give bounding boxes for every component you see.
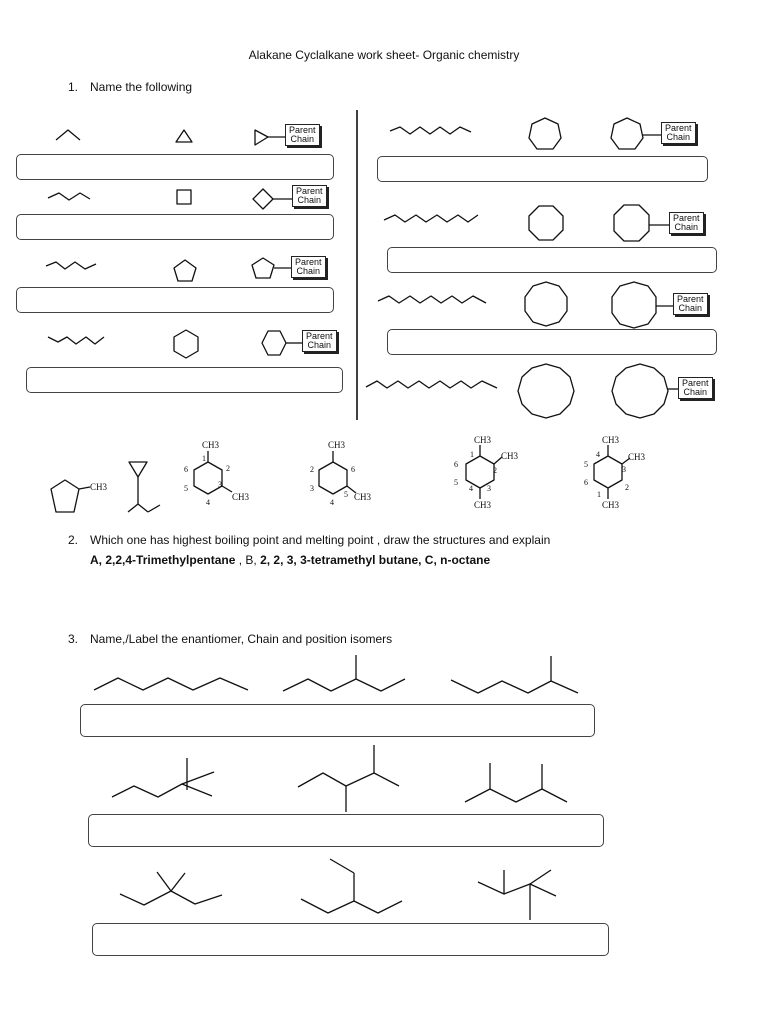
methyl-label: CH3 — [474, 435, 492, 445]
methyl-label: CH3 — [602, 500, 620, 510]
methyl-label: CH3 — [474, 500, 492, 510]
ring-number: 1 — [202, 454, 206, 463]
cyclopentane-ring — [174, 260, 196, 281]
isomer-1-3 — [451, 680, 578, 693]
cyclooctyl-ring — [614, 205, 649, 241]
q2-option-sep: , B, — [235, 553, 261, 567]
q2-text: Which one has highest boiling point and melting point , draw the structures and explain — [90, 533, 551, 547]
octane-skeletal — [384, 215, 478, 222]
methyl-bond — [79, 487, 90, 489]
cyclohexyl-ring — [262, 331, 286, 355]
butane-skeletal — [48, 193, 90, 200]
nonane-skeletal — [378, 296, 486, 303]
isomer-1-1 — [94, 678, 248, 690]
q1-text: Name the following — [90, 80, 193, 94]
ring-number: 3 — [622, 465, 626, 474]
parent-chain-label: Parent Chain — [673, 293, 708, 315]
ring-number: 1 — [597, 490, 601, 499]
isomer-2-1 — [112, 784, 212, 797]
dimethylcyclohexane-ring-2 — [319, 462, 347, 494]
parent-chain-label: Parent Chain — [678, 377, 713, 399]
ring-number: 2 — [625, 483, 629, 492]
ring-number: 1 — [470, 450, 474, 459]
q3-number: 3. — [68, 632, 79, 646]
ring-number: 3 — [310, 484, 314, 493]
isomer-1-2 — [283, 679, 405, 691]
isomer-3-1 — [120, 891, 222, 905]
cyclopentyl-ring — [252, 258, 274, 278]
cyclopropane-ring — [176, 130, 192, 142]
parent-chain-label: Parent Chain — [661, 122, 696, 144]
q3-text: Name,/Label the enantiomer, Chain and position isomers — [90, 632, 393, 646]
q2-option-bc: 2, 2, 3, 3-tetramethyl butane, C, n-octane — [260, 553, 491, 567]
ring-number: 5 — [454, 478, 458, 487]
methyl-label: CH3 — [328, 440, 346, 450]
ring-number: 3 — [218, 480, 222, 489]
cyclohexane-ring — [174, 330, 198, 358]
ring-number: 5 — [584, 460, 588, 469]
isomer-2-2 — [298, 773, 399, 787]
ring-number: 3 — [487, 484, 491, 493]
heptane-skeletal — [390, 127, 471, 134]
ring-number: 4 — [469, 484, 473, 493]
cyclononyl-ring — [612, 282, 656, 328]
cyclobutane-ring — [177, 190, 191, 204]
cyclooctane-ring — [529, 206, 563, 240]
parent-chain-label: Parent Chain — [302, 330, 337, 352]
cycloheptyl-ring — [611, 118, 643, 149]
cyclopropyl-ring — [255, 130, 268, 145]
ring-number: 6 — [584, 478, 588, 487]
isomer-3-2 — [301, 899, 402, 913]
cyclononane-ring — [525, 282, 567, 326]
trimethylcyclohexane-ring-2 — [594, 456, 622, 488]
ring-number: 4 — [206, 498, 210, 507]
methyl-label: CH3 — [354, 492, 372, 502]
ring-number: 4 — [330, 498, 334, 507]
methyl-label: CH3 — [602, 435, 620, 445]
cyclodecyl-ring — [612, 364, 668, 418]
ring-number: 2 — [226, 464, 230, 473]
methyl-label: CH3 — [232, 492, 250, 502]
parent-chain-label: Parent Chain — [292, 185, 327, 207]
ring-number: 5 — [344, 490, 348, 499]
ring-number: 5 — [184, 484, 188, 493]
methyl-label: CH3 — [501, 451, 519, 461]
worksheet-title: Alakane Cyclalkane work sheet- Organic chemistry — [248, 48, 520, 62]
ring-number: 6 — [184, 465, 188, 474]
parent-chain-label: Parent Chain — [285, 124, 320, 146]
ring-number: 4 — [596, 450, 600, 459]
cyclobutyl-ring — [253, 189, 273, 209]
cyclopropyl-substituent — [129, 462, 147, 477]
hexane-skeletal — [48, 337, 104, 344]
pentane-skeletal — [46, 262, 96, 269]
decane-skeletal — [366, 381, 497, 388]
isomer-3-3 — [478, 882, 556, 896]
cyclodecane-ring — [518, 364, 574, 418]
methylcyclopentane-ring — [51, 480, 79, 512]
methyl-label: CH3 — [628, 452, 646, 462]
ring-number: 2 — [310, 465, 314, 474]
parent-chain-label: Parent Chain — [291, 256, 326, 278]
ring-number: 6 — [351, 465, 355, 474]
parent-chain-label: Parent Chain — [669, 212, 704, 234]
ring-number: 6 — [454, 460, 458, 469]
isomer-2-3 — [465, 789, 567, 802]
ring-number: 2 — [493, 466, 497, 475]
q2-number: 2. — [68, 533, 79, 547]
q1-number: 1. — [68, 80, 79, 94]
q2-option-a: A, 2,2,4-Trimethylpentane — [90, 553, 236, 567]
methyl-label: CH3 — [202, 440, 220, 450]
cycloheptane-ring — [529, 118, 561, 149]
propane-skeletal — [56, 130, 80, 140]
methyl-label: CH3 — [90, 482, 108, 492]
dimethylcyclohexane-ring-1 — [194, 462, 222, 494]
